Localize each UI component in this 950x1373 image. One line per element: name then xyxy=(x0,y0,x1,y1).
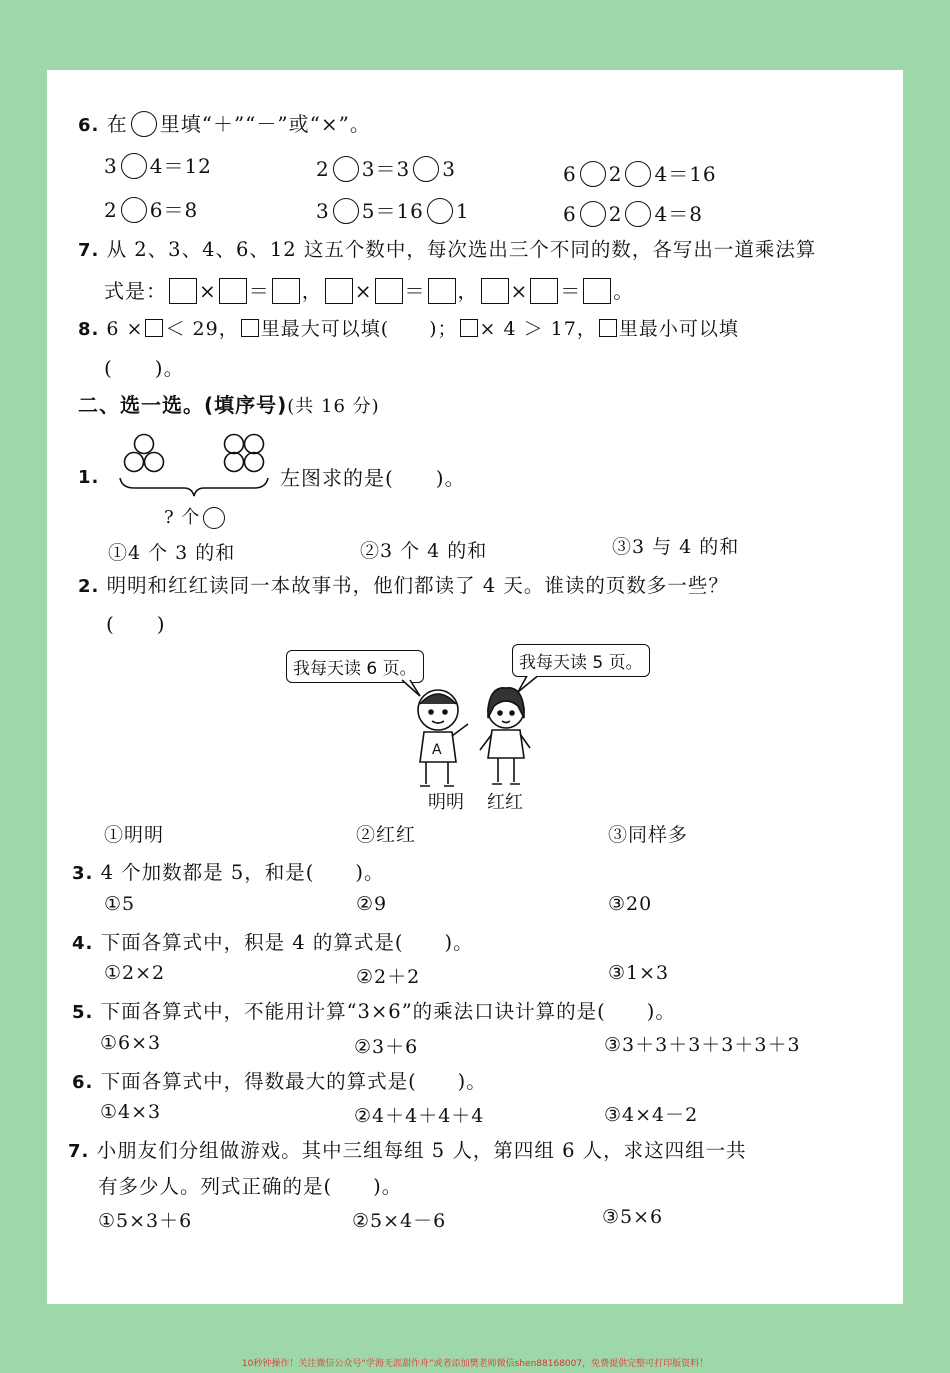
p2-q1-option-3[interactable]: ③3 与 4 的和 xyxy=(612,536,740,558)
p2-q1-option-1[interactable]: ①4 个 3 的和 xyxy=(108,542,236,564)
p2-q4-text: 4. 下面各算式中，积是 4 的算式是( )。 xyxy=(72,931,474,954)
box-blank xyxy=(460,319,478,337)
p2-q4-option-3[interactable]: ③1×3 xyxy=(608,962,670,984)
p2-q5-option-2[interactable]: ②3＋6 xyxy=(354,1036,419,1058)
box-blank[interactable] xyxy=(219,278,247,304)
p2-q2-answer-paren[interactable]: ( ) xyxy=(106,612,166,636)
speech-bubble-mingming: 我每天读 6 页。 xyxy=(286,650,424,683)
p2-q3-option-3[interactable]: ③20 xyxy=(608,893,653,915)
p2-q6-option-3[interactable]: ③4×4－2 xyxy=(604,1104,699,1126)
q6-equation-5: 3 5＝16 1 xyxy=(316,199,470,223)
p2-q3-option-2[interactable]: ②9 xyxy=(356,893,388,915)
p2-q7-text-line2: 有多少人。列式正确的是( )。 xyxy=(98,1175,403,1198)
q6-instruction: 6. 在 里填“＋”“－”或“×”。 xyxy=(78,112,371,136)
circle-blank[interactable] xyxy=(625,201,651,227)
p2-q5-option-3[interactable]: ③3＋3＋3＋3＋3＋3 xyxy=(604,1034,801,1056)
box-blank[interactable] xyxy=(583,278,611,304)
circle-mark xyxy=(135,435,154,454)
box-blank[interactable] xyxy=(375,278,403,304)
p2-q4-option-1[interactable]: ①2×2 xyxy=(104,962,166,984)
p2-q7-option-2[interactable]: ②5×4－6 xyxy=(352,1210,447,1232)
box-blank[interactable] xyxy=(481,278,509,304)
box-blank[interactable] xyxy=(272,278,300,304)
q6-equation-1: 3 4＝12 xyxy=(104,154,212,178)
circle-blank[interactable] xyxy=(333,156,359,182)
q6-equation-6: 6 2 4＝8 xyxy=(563,202,703,226)
box-blank[interactable] xyxy=(428,278,456,304)
name-mingming: 明明 xyxy=(428,792,464,813)
svg-text:A: A xyxy=(432,742,442,758)
question-number: 6. xyxy=(78,115,100,136)
p2-q5-text: 5. 下面各算式中，不能用计算“3×6”的乘法口诀计算的是( )。 xyxy=(72,1000,676,1023)
p2-q5-option-1[interactable]: ①6×3 xyxy=(100,1032,162,1054)
box-blank[interactable] xyxy=(325,278,353,304)
p2-q1-option-2[interactable]: ②3 个 4 的和 xyxy=(360,540,488,562)
children-illustration xyxy=(380,676,560,796)
box-blank xyxy=(145,319,163,337)
circle-blank[interactable] xyxy=(333,198,359,224)
p2-q6-option-1[interactable]: ①4×3 xyxy=(100,1101,162,1123)
circle-icon xyxy=(203,507,225,529)
brace-label: ? 个 xyxy=(164,503,228,529)
p2-q2-option-1[interactable]: ①明明 xyxy=(104,824,165,846)
p2-q6-text: 6. 下面各算式中，得数最大的算式是( )。 xyxy=(72,1070,487,1093)
circle-blank xyxy=(131,111,157,137)
circle-mark xyxy=(245,453,264,472)
name-honghong: 红红 xyxy=(487,792,523,813)
p2-q1-text: 左图求的是( )。 xyxy=(280,466,466,490)
footer-note: 10秒钟操作！关注微信公众号“学海无涯甜作舟”或者添加樊老师微信shen88168007，免费提供完整可打印版资料！ xyxy=(241,1359,709,1369)
circle-blank[interactable] xyxy=(580,201,606,227)
p2-q3-text: 3. 4 个加数都是 5，和是( )。 xyxy=(72,861,385,884)
p2-q7-option-1[interactable]: ①5×3＋6 xyxy=(98,1210,193,1232)
p2-q2-option-3[interactable]: ③同样多 xyxy=(608,824,689,846)
girl-body xyxy=(488,730,524,758)
p2-q3-option-1[interactable]: ①5 xyxy=(104,893,136,915)
box-blank xyxy=(599,319,617,337)
circle-blank[interactable] xyxy=(580,161,606,187)
circle-blank[interactable] xyxy=(121,153,147,179)
circle-mark xyxy=(245,435,264,454)
p2-q1-number: 1. xyxy=(78,467,100,488)
q6-equation-2: 2 3＝3 3 xyxy=(316,157,456,181)
p2-q7-option-3[interactable]: ③5×6 xyxy=(602,1206,664,1228)
box-blank[interactable] xyxy=(169,278,197,304)
circle-blank[interactable] xyxy=(413,156,439,182)
circle-blank[interactable] xyxy=(427,198,453,224)
p2-q2-option-2[interactable]: ②红红 xyxy=(356,824,417,846)
q8-answer-paren[interactable]: ( )。 xyxy=(104,356,185,380)
p2-q2-text: 2. 明明和红红读同一本故事书，他们都读了 4 天。谁读的页数多一些？ xyxy=(78,574,729,597)
p2-q6-option-2[interactable]: ②4＋4＋4＋4 xyxy=(354,1105,485,1127)
p2-q7-text: 7. 小朋友们分组做游戏。其中三组每组 5 人，第四组 6 人，求这四组一共 xyxy=(68,1139,747,1162)
q7-text: 7. 从 2、3、4、6、12 这五个数中，每次选出三个不同的数，各写出一道乘法算 xyxy=(78,238,817,261)
q7-answer-blanks: 式是： × ＝ ， × ＝ ， × ＝ 。 xyxy=(104,279,635,303)
speech-bubble-honghong: 我每天读 5 页。 xyxy=(512,644,650,677)
box-blank[interactable] xyxy=(530,278,558,304)
q8-text: 8. 6 × ＜ 29， 里最大可以填( )； × 4 ＞ 17， 里最小可以填 xyxy=(78,318,739,340)
q6-equation-3: 6 2 4＝16 xyxy=(563,162,717,186)
circle-blank[interactable] xyxy=(121,197,147,223)
box-blank xyxy=(241,319,259,337)
circle-mark xyxy=(145,453,164,472)
circle-mark xyxy=(225,435,244,454)
section-heading: 二、选一选。(填序号)(共 16 分) xyxy=(78,393,380,417)
circle-blank[interactable] xyxy=(625,161,651,187)
circle-mark xyxy=(225,453,244,472)
q6-equation-4: 2 6＝8 xyxy=(104,198,199,222)
brace-line xyxy=(120,478,268,496)
circle-mark xyxy=(125,453,144,472)
p2-q4-option-2[interactable]: ②2＋2 xyxy=(356,966,421,988)
